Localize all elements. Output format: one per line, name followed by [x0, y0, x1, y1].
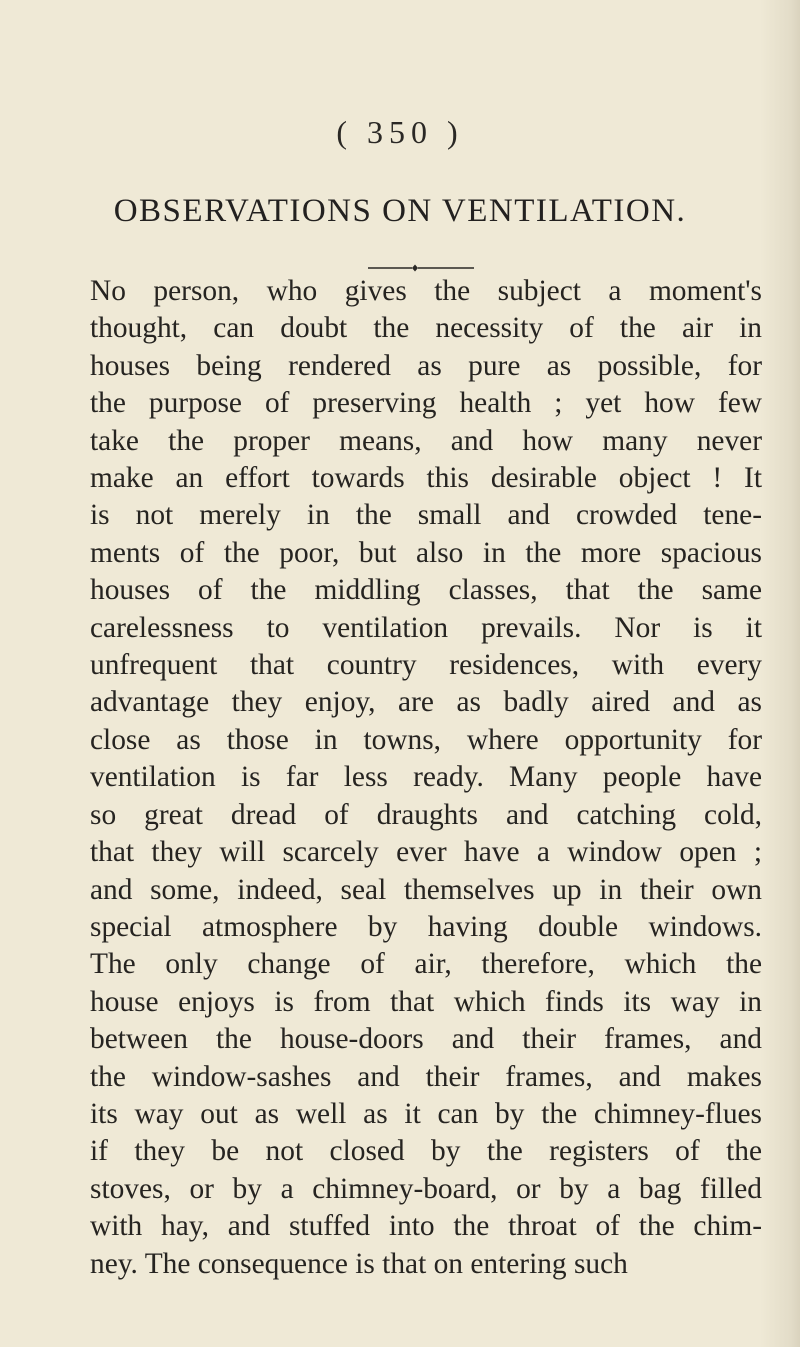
text-line: The only change of air, therefore, which the — [90, 948, 762, 981]
text-line: so great dread of draughts and catching cold, — [90, 798, 762, 831]
text-line: special atmosphere by having double windows. — [90, 910, 762, 943]
text-line: the window-sashes and their frames, and makes — [90, 1060, 762, 1093]
text-line: unfrequent that country residences, with every — [90, 649, 762, 682]
text-line: is not merely in the small and crowded tene- — [90, 499, 762, 532]
text-line: No person, who gives the subject a moment's — [90, 275, 762, 307]
text-line: and some, indeed, seal themselves up in their own — [90, 873, 762, 906]
text-line: stoves, or by a chimney-board, or by a bag filled — [90, 1172, 762, 1205]
chapter-title: OBSERVATIONS ON VENTILATION. — [113, 193, 687, 229]
text-line: ventilation is far less ready. Many people have — [90, 761, 762, 794]
ornamental-divider — [368, 264, 474, 272]
text-line: with hay, and stuffed into the throat of the chim- — [90, 1210, 762, 1243]
text-line: that they will scarcely ever have a window open ; — [90, 836, 762, 869]
text-line: its way out as well as it can by the chimney-flues — [90, 1097, 762, 1130]
text-line: house enjoys is from that which finds its way in — [90, 985, 762, 1018]
text-line: the purpose of preserving health ; yet how few — [90, 387, 762, 420]
text-line: houses of the middling classes, that the same — [90, 574, 762, 607]
text-line: between the house-doors and their frames, and — [90, 1023, 762, 1056]
text-line: make an effort towards this desirable object ! It — [90, 462, 762, 495]
text-line: carelessness to ventilation prevails. Nor is it — [90, 611, 762, 644]
body-paragraph — [90, 273, 790, 1283]
text-line: houses being rendered as pure as possible, for — [90, 349, 762, 382]
text-line: close as those in towns, where opportunity for — [90, 723, 762, 756]
page-number: ( 350 ) — [336, 114, 464, 150]
text-line: if they be not closed by the registers of the — [90, 1135, 762, 1168]
text-line: ments of the poor, but also in the more spacious — [90, 536, 762, 569]
text-line: take the proper means, and how many never — [90, 424, 762, 457]
text-line: thought, can doubt the necessity of the air in — [90, 312, 762, 345]
text-line: advantage they enjoy, are as badly aired and as — [90, 686, 762, 719]
text-line: ney. The consequence is that on entering such — [90, 1247, 628, 1280]
